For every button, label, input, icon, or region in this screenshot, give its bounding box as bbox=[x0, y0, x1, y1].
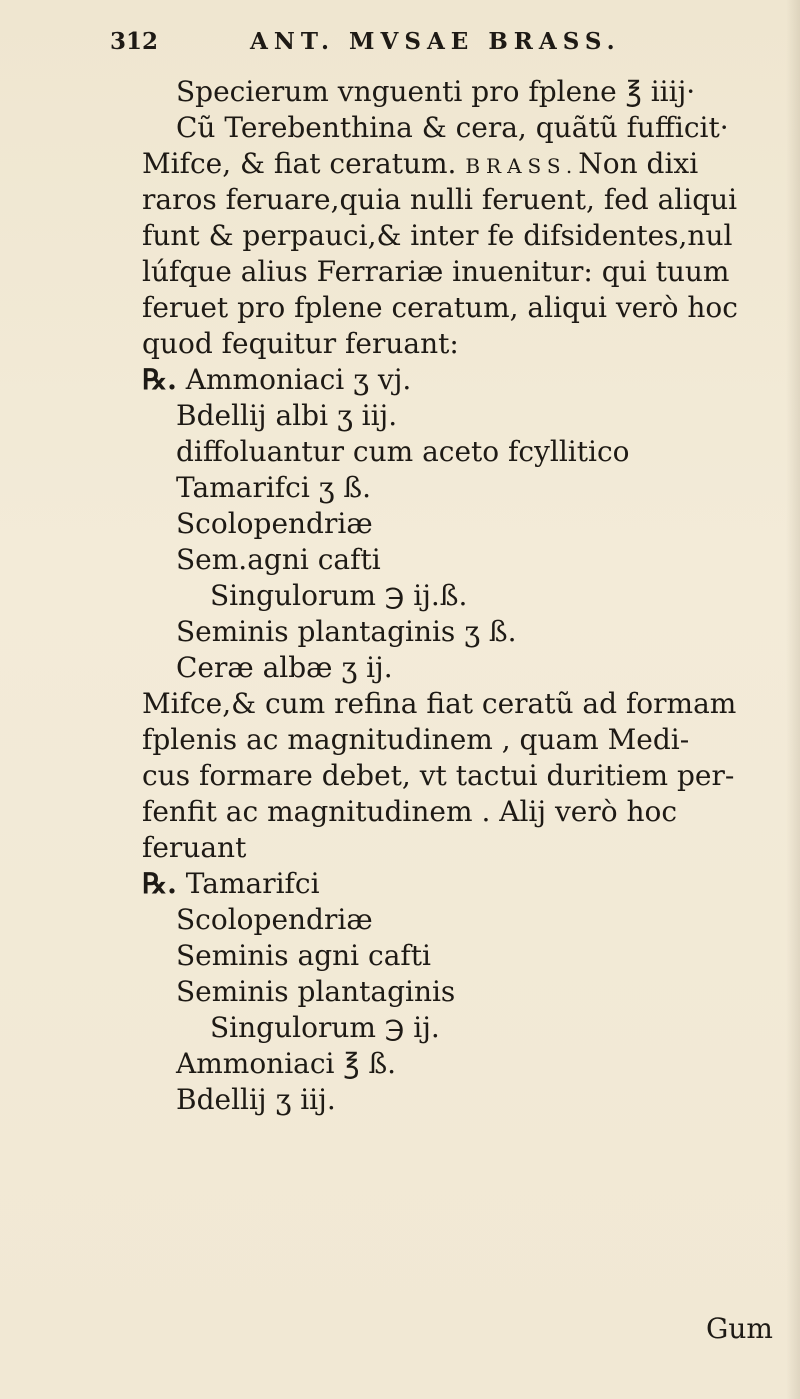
text-line bbox=[176, 472, 371, 504]
text-line bbox=[176, 616, 517, 648]
line-text: Mifce, & fiat ceratum. bbox=[142, 147, 457, 180]
text-line bbox=[142, 328, 459, 360]
text-line bbox=[176, 544, 381, 576]
line-text: Ammoniaci ʒ vj. bbox=[185, 363, 412, 396]
text-line bbox=[142, 760, 734, 792]
line-text: Mifce,& cum refina fiat ceratũ ad formam bbox=[142, 687, 737, 720]
running-title: ANT. MVSAE BRASS. bbox=[250, 28, 621, 55]
text-line bbox=[142, 364, 411, 396]
line-text: Seminis plantaginis ʒ ß. bbox=[176, 615, 517, 648]
text-line bbox=[176, 652, 393, 684]
line-text: Scolopendriæ bbox=[176, 903, 373, 936]
line-text: Singulorum ℈ ij. bbox=[210, 1011, 440, 1044]
line-text: Singulorum ℈ ij.ß. bbox=[210, 579, 468, 612]
text-line bbox=[176, 1048, 396, 1080]
text-line bbox=[142, 256, 729, 288]
line-text: Cũ Terebenthina & cera, quãtũ fufficit· bbox=[176, 111, 729, 144]
line-text: Tamarifci bbox=[185, 867, 320, 900]
text-line bbox=[210, 1012, 440, 1044]
line-text: Ammoniaci ℥ ß. bbox=[176, 1047, 397, 1080]
text-line bbox=[176, 436, 630, 468]
line-text: fplenis ac magnitudinem , quam Medi- bbox=[142, 723, 690, 756]
text-line bbox=[176, 112, 729, 144]
text-line bbox=[142, 148, 698, 182]
line-text: Scolopendriæ bbox=[176, 507, 373, 540]
text-line bbox=[142, 292, 738, 324]
text-line bbox=[142, 832, 246, 864]
text-line bbox=[142, 220, 732, 252]
text-line bbox=[142, 688, 736, 720]
line-text: Tamarifci ʒ ß. bbox=[176, 471, 371, 504]
line-text: Seminis plantaginis bbox=[176, 975, 456, 1008]
catchword: Gum bbox=[706, 1312, 773, 1345]
line-text: quod fequitur feruant: bbox=[142, 327, 459, 360]
text-line bbox=[142, 724, 689, 756]
line-text: Bdellij ʒ iij. bbox=[176, 1083, 336, 1116]
text-line bbox=[176, 76, 695, 108]
text-line bbox=[142, 184, 737, 216]
text-line bbox=[210, 580, 467, 612]
line-text: Specierum vnguenti pro fplene ℥ iiij· bbox=[176, 75, 696, 108]
line-text: Bdellij albi ʒ iij. bbox=[176, 399, 398, 432]
text-line bbox=[176, 1084, 336, 1116]
line-text: Seminis agni cafti bbox=[176, 939, 431, 972]
line-text: feruant bbox=[142, 831, 247, 864]
page-number: 312 bbox=[110, 28, 159, 55]
text-line bbox=[176, 904, 373, 936]
text-line bbox=[176, 400, 397, 432]
line-text: raros feruare,quia nulli feruent, fed aliqui bbox=[142, 183, 738, 216]
recipe-symbol: ℞. bbox=[142, 363, 177, 396]
line-text: cus formare debet, vt tactui duritiem per- bbox=[142, 759, 735, 792]
line-text: feruet pro fplene ceratum, aliqui verò hoc bbox=[142, 291, 738, 324]
recipe-symbol: ℞. bbox=[142, 867, 177, 900]
line-text: Ceræ albæ ʒ ij. bbox=[176, 651, 393, 684]
line-text-tail: Non dixi bbox=[578, 147, 699, 180]
page-edge-shadow bbox=[786, 0, 800, 1399]
text-line bbox=[142, 868, 320, 900]
line-text: fenfit ac magnitudinem . Alij verò hoc bbox=[142, 795, 678, 828]
text-line bbox=[176, 976, 455, 1008]
text-line bbox=[142, 796, 677, 828]
text-line bbox=[176, 940, 431, 972]
text-line bbox=[176, 508, 373, 540]
line-text: Sem.agni cafti bbox=[176, 543, 381, 576]
speaker-name: BRASS. bbox=[465, 154, 579, 178]
line-text: lúfque alius Ferrariæ inuenitur: qui tuum bbox=[142, 255, 730, 288]
line-text: diffoluantur cum aceto fcyllitico bbox=[176, 435, 630, 468]
line-text: funt & perpauci,& inter fe difsidentes,nul bbox=[142, 219, 733, 252]
